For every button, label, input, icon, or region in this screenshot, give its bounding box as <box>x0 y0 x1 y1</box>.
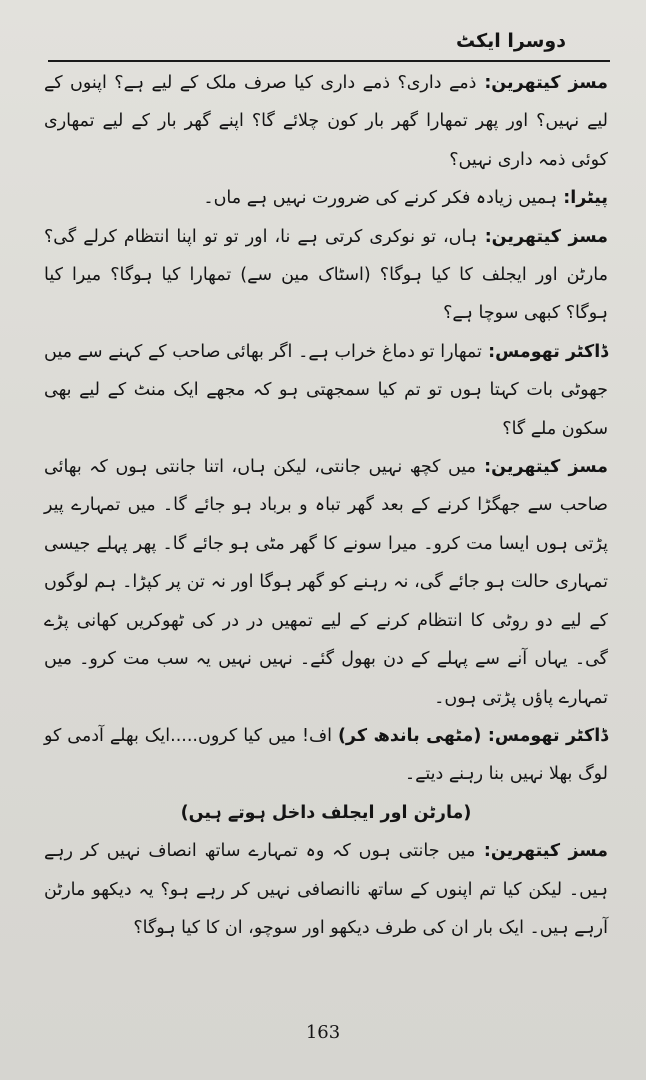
dialogue-text: ذمے داری؟ ذمے داری کیا صرف ملک کے لیے ہے؟ اپنوں کے لیے نہیں؟ اور پھر تمھارا گھر بار کون چلائے گا؟ اپنے گھر بار کے لیے تمھاری کوئی ذمہ داری نہیں؟ <box>44 73 608 170</box>
speaker-name: پیٹرا: <box>563 188 608 209</box>
dialogue-text: تمھارا تو دماغ خراب ہے۔ اگر بھائی صاحب کے کہنے سے میں جھوٹی بات کہتا ہوں تو تم کیا سمجھتی ہو کہ مجھے ایک منٹ کے لیے بھی سکون ملے گا؟ <box>44 341 608 439</box>
dialogue-paragraph <box>44 832 608 947</box>
dialogue-text: میں کچھ نہیں جانتی، لیکن ہاں، اتنا جانتی ہوں کہ بھائی صاحب سے جھگڑا کرنے کے بعد گھر تباہ و برباد ہو جائے گا۔ میں تمہارے پیر پڑتی ہوں ایسا مت کرو۔ میرا سونے کا گھر مٹی ہو جائے گا۔ پھر پہلے جیسی تمہاری حالت ہو جائے گی، نہ رہنے کو گھر ہوگا اور نہ تن پر کپڑا۔ ہم لوگوں کے لیے دو روٹی کا انتظام کرنے کے لیے تمھیں در در کی ٹھوکریں کھانی پڑے گی۔ یہاں آنے سے پہلے کے دن بھول گئے۔ نہیں نہیں یہ سب مت کرو۔ میں تمہارے پاؤں پڑتی ہوں۔ <box>44 457 608 708</box>
stage-direction: (مارٹن اور ایجلف داخل ہوتے ہیں) <box>180 802 472 823</box>
dialogue-paragraph <box>44 64 608 179</box>
body-text <box>44 64 608 947</box>
page-number: 163 <box>305 1022 341 1043</box>
speaker-name: ڈاکٹر تھومس: <box>487 725 608 746</box>
dialogue-text: ہاں، تو نوکری کرتی ہے نا، اور تو تو اپنا انتظام کرلے گی؟ مارٹن اور ایجلف کا کیا ہوگا؟ (اسٹاک مین سے) تمھارا کیا ہوگا؟ میرا کیا ہوگا؟ کبھی سوچا ہے؟ <box>44 226 608 324</box>
dialogue-paragraph <box>44 448 608 717</box>
speaker-name: ڈاکٹر تھومس: <box>488 341 609 362</box>
dialogue-paragraph <box>44 218 608 333</box>
dialogue-text: اف! میں کیا کروں.....ایک بھلے آدمی کو لوگ بھلا نہیں بنا رہنے دیتے۔ <box>44 725 608 785</box>
running-header-title: دوسرا ایکٹ <box>455 30 566 52</box>
dialogue-text: ہمیں زیادہ فکر کرنے کی ضرورت نہیں ہے ماں۔ <box>203 188 558 209</box>
speaker-name: مسز کیتھرین: <box>484 73 608 93</box>
dialogue-text: میں جانتی ہوں کہ وہ تمہارے ساتھ انصاف نہیں کر رہے ہیں۔ لیکن کیا تم اپنوں کے ساتھ ناانصافی نہیں کر رہے ہو؟ یہ دیکھو مارٹن آرہے ہیں۔ ایک بار ان کی طرف دیکھو اور سوچو، ان کا کیا ہوگا؟ <box>44 841 608 938</box>
speaker-name: مسز کیتھرین: <box>484 226 609 247</box>
speaker-name: مسز کیتھرین: <box>483 841 609 862</box>
dialogue-paragraph <box>44 179 608 217</box>
speaker-name: مسز کیتھرین: <box>484 457 608 478</box>
dialogue-paragraph <box>44 717 608 794</box>
dialogue-paragraph <box>44 333 608 448</box>
inline-stage-direction: (مٹھی باندھ کر) <box>337 725 482 746</box>
header-rule <box>48 60 610 62</box>
